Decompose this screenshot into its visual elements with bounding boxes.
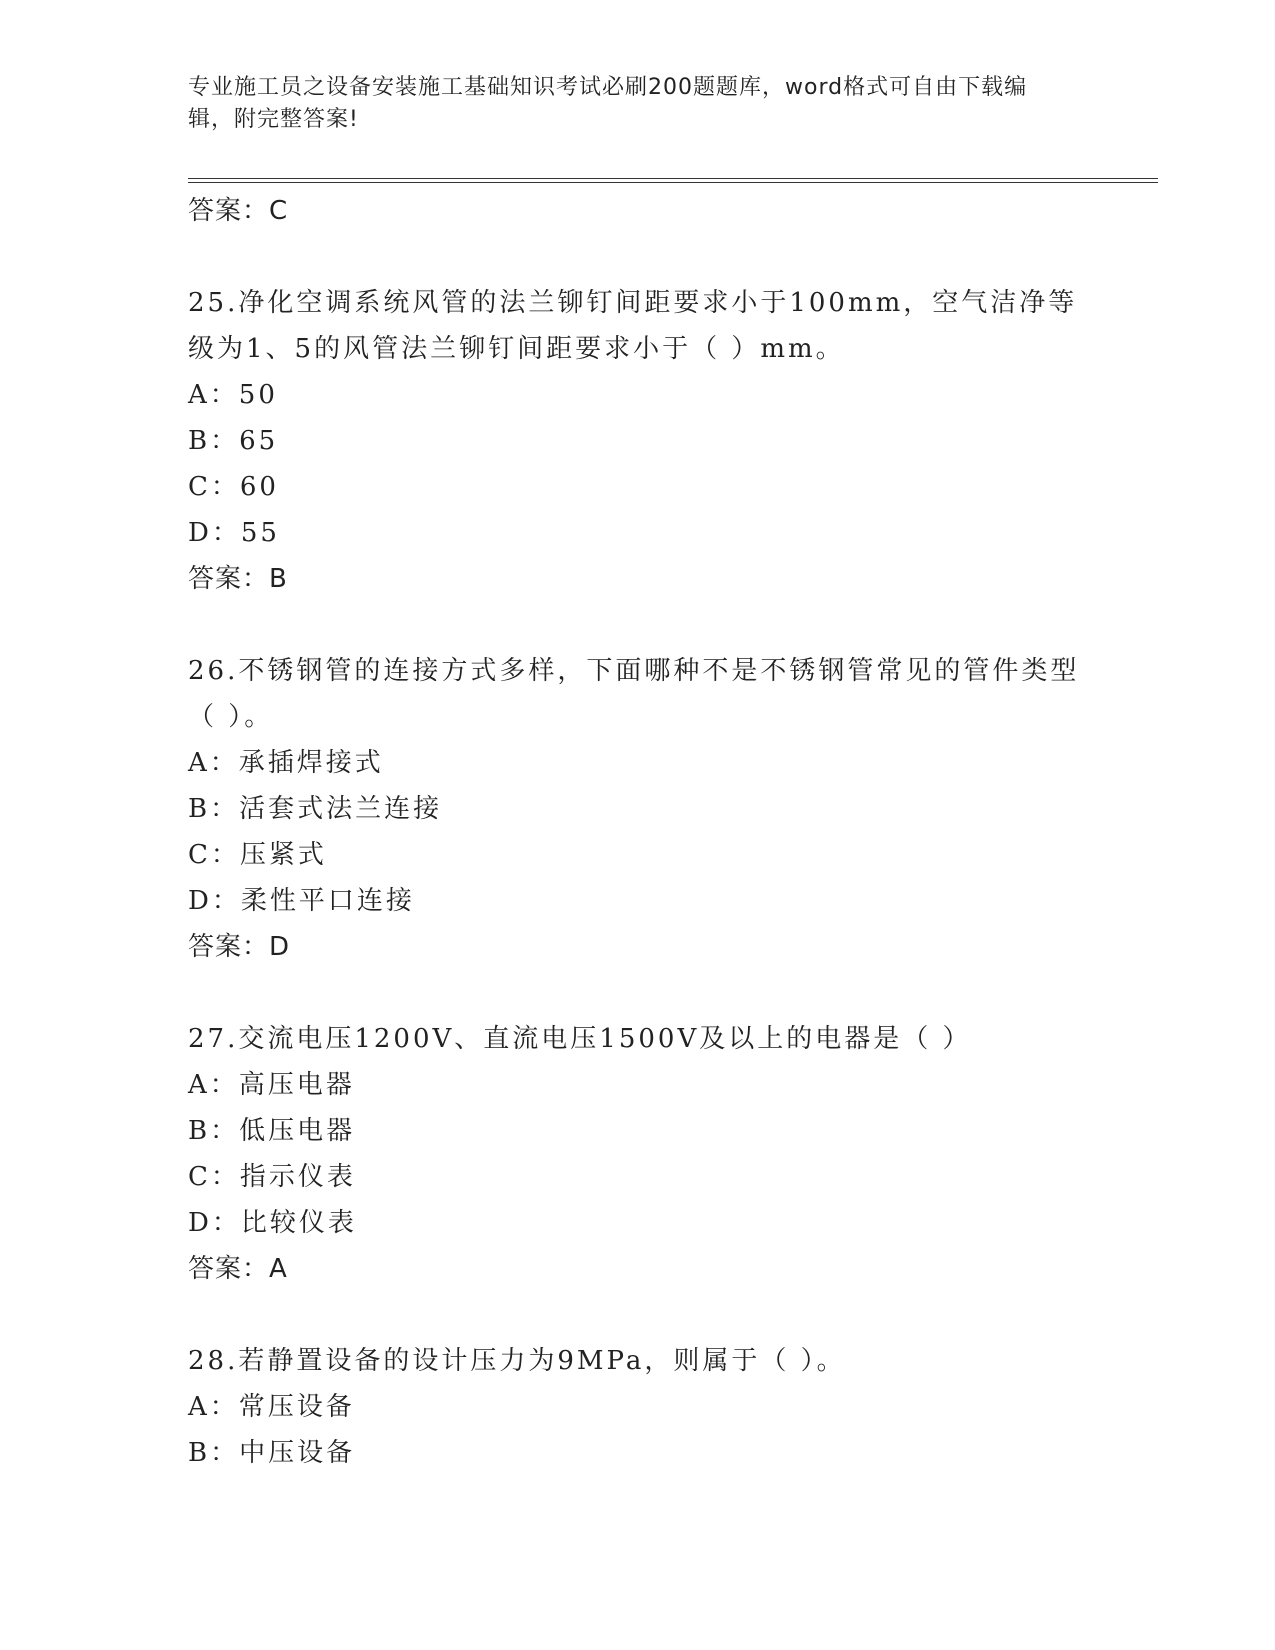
option-c: C：压紧式 [188,840,327,870]
question-stem: 25.净化空调系统风管的法兰铆钉间距要求小于100mm，空气洁净等级为1、5的风管法兰铆钉间距要求小于（ ）mm。 [188,288,1078,364]
option-a: A：承插焊接式 [188,748,384,778]
answer-line: 答案：A [188,1254,288,1284]
option-d: D：55 [188,518,280,548]
option-a: A：常压设备 [188,1392,355,1422]
question-28 [188,1338,1088,1476]
option-a: A：高压电器 [188,1070,355,1100]
option-b: B：65 [188,426,279,456]
answer-line: 答案：B [188,564,288,594]
option-b: B：中压设备 [188,1438,356,1468]
question-stem: 27.交流电压1200V、直流电压1500V及以上的电器是（ ） [188,1024,972,1054]
header-divider [188,178,1158,183]
option-c: C：指示仪表 [188,1162,356,1192]
question-25 [188,280,1088,602]
document-header [188,72,1068,136]
option-c: C：60 [188,472,279,502]
option-a: A：50 [188,380,278,410]
question-list [188,188,1088,1476]
answer-line: 答案：D [188,932,291,962]
question-26 [188,648,1088,970]
answer-line: 答案：C [188,196,289,226]
question-stem: 28.若静置设备的设计压力为9MPa，则属于（ ）。 [188,1346,846,1376]
question-27 [188,1016,1088,1292]
option-b: B：活套式法兰连接 [188,794,443,824]
question-stem: 26.不锈钢管的连接方式多样，下面哪种不是不锈钢管常见的管件类型（ ）。 [188,656,1080,732]
option-d: D：柔性平口连接 [188,886,415,916]
header-title: 专业施工员之设备安装施工基础知识考试必刷200题题库，word格式可自由下载编辑，附完整答案! [188,75,1028,132]
option-b: B：低压电器 [188,1116,356,1146]
option-d: D：比较仪表 [188,1208,357,1238]
